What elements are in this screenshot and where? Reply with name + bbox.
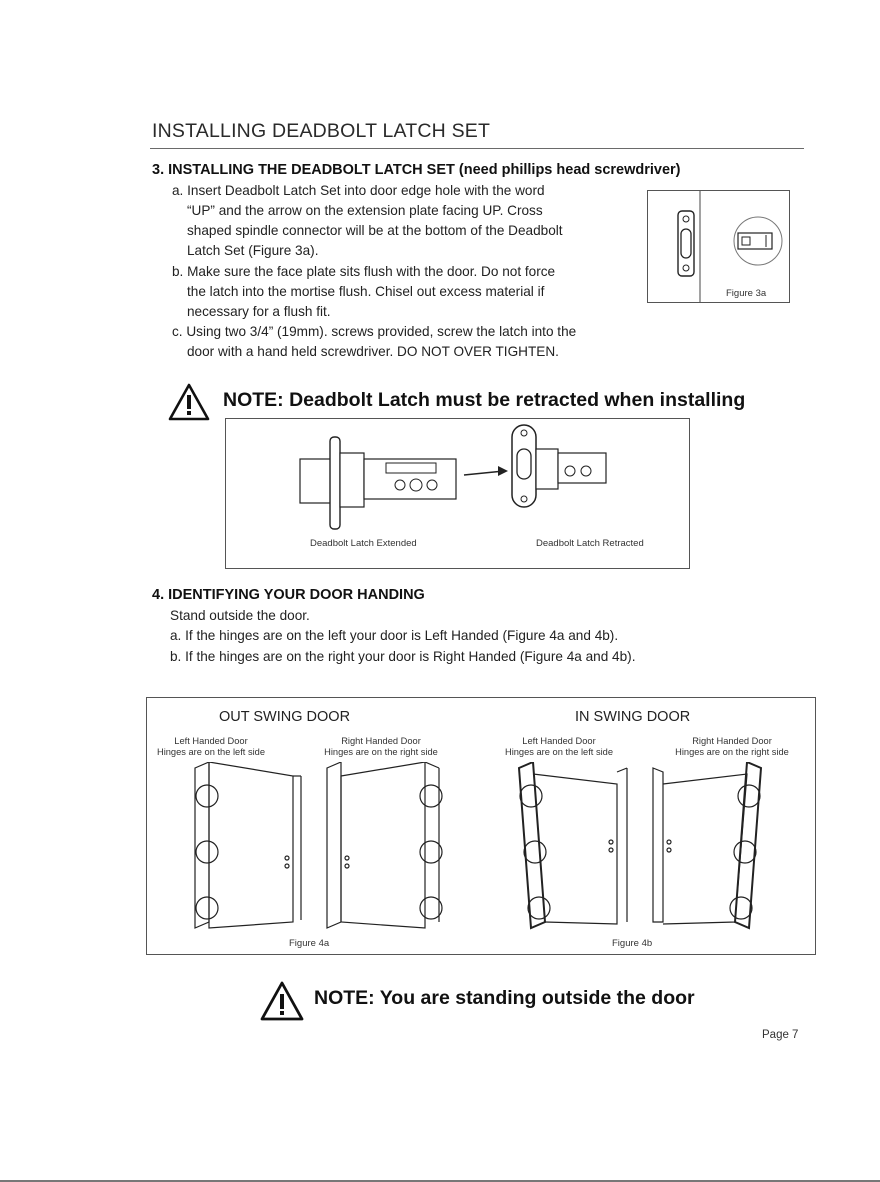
door-in-swing-left-handed	[519, 762, 627, 928]
step3-line-a3: shaped spindle connector will be at the bottom of the Deadbolt	[187, 223, 563, 238]
label-out-left-line2: Hinges are on the left side	[156, 747, 265, 757]
latch-extended-caption: Deadbolt Latch Extended	[310, 538, 417, 549]
out-swing-title: OUT SWING DOOR	[219, 709, 351, 725]
step3-line-c1: c. Using two 3/4” (19mm). screws provided, screw the latch into the	[172, 324, 577, 339]
page-number: Page 7	[762, 1029, 799, 1041]
figure-3a	[647, 190, 790, 303]
door-out-swing-left-handed	[195, 762, 301, 928]
label-in-right-line2: Hinges are on the right side	[675, 747, 789, 757]
warning-triangle-icon	[167, 382, 211, 422]
figure-3a-caption: Figure 3a	[726, 288, 767, 299]
figure-4b-caption: Figure 4b	[612, 938, 653, 949]
latch-faceplate-illustration	[648, 191, 789, 302]
label-in-left-handed	[487, 736, 631, 758]
label-out-right-line1: Right Handed Door	[341, 736, 421, 746]
door-in-swing-right-handed	[653, 762, 761, 928]
step3-heading	[152, 162, 681, 178]
step3-heading-text: 3. INSTALLING THE DEADBOLT LATCH SET	[152, 162, 455, 178]
note-standing-outside: NOTE: You are standing outside the door	[314, 987, 695, 1009]
label-in-right-line1: Right Handed Door	[692, 736, 772, 746]
figure-4a-caption: Figure 4a	[289, 938, 330, 949]
label-out-right-line2: Hinges are on the right side	[324, 747, 438, 757]
door-handing-figure	[146, 697, 816, 955]
label-out-left-line1: Left Handed Door	[174, 736, 248, 746]
step3-line-b1: b. Make sure the face plate sits flush with the door. Do not force	[172, 264, 556, 279]
step3-line-b3: necessary for a flush fit.	[187, 304, 331, 319]
step3-line-b2: the latch into the mortise flush. Chisel out excess material if	[187, 284, 545, 299]
door-diagrams	[147, 762, 815, 934]
warning-triangle-icon	[259, 980, 305, 1022]
step3-tool-note: (need phillips head screwdriver)	[458, 162, 681, 178]
step4-heading: 4. IDENTIFYING YOUR DOOR HANDING	[152, 587, 425, 603]
step3-line-c2: door with a hand held screwdriver. DO NOT OVER TIGHTEN.	[187, 344, 559, 359]
in-swing-title: IN SWING DOOR	[575, 709, 691, 725]
step3-line-a2: “UP” and the arrow on the extension plate facing UP. Cross	[187, 203, 543, 218]
step4-line-intro: Stand outside the door.	[170, 608, 310, 623]
label-in-left-line1: Left Handed Door	[522, 736, 596, 746]
label-in-right-handed	[651, 736, 813, 758]
step3-line-a4: Latch Set (Figure 3a).	[187, 243, 319, 258]
title-divider	[150, 148, 804, 149]
label-in-left-line2: Hinges are on the left side	[504, 747, 613, 757]
step3-line-a1: a. Insert Deadbolt Latch Set into door edge hole with the word	[172, 183, 545, 198]
step4-line-a: a. If the hinges are on the left your door is Left Handed (Figure 4a and 4b).	[170, 628, 619, 643]
latch-retracted-caption: Deadbolt Latch Retracted	[536, 538, 644, 549]
section-title: INSTALLING DEADBOLT LATCH SET	[152, 120, 491, 142]
door-out-swing-right-handed	[327, 762, 442, 928]
label-out-right-handed	[305, 736, 457, 758]
step4-line-b: b. If the hinges are on the right your door is Right Handed (Figure 4a and 4b).	[170, 649, 636, 664]
latch-figure	[225, 418, 690, 569]
note-latch-retracted: NOTE: Deadbolt Latch must be retracted when installing	[223, 389, 746, 411]
label-out-left-handed	[147, 736, 275, 758]
